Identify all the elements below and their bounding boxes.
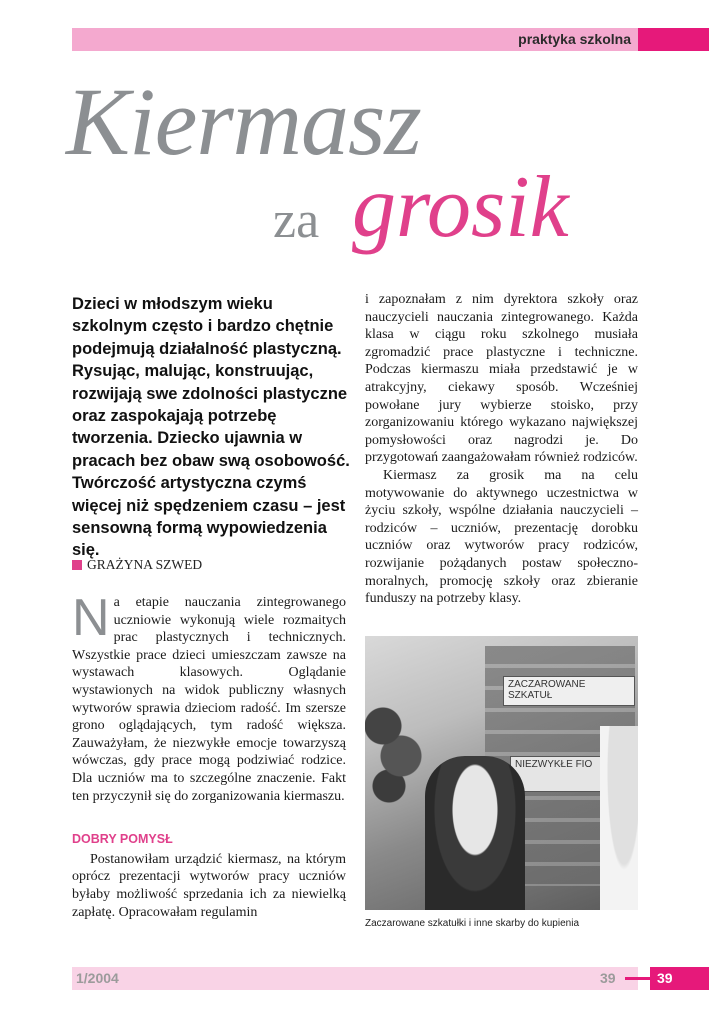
paragraph-2: Postanowiłam urządzić kiermasz, na którym oprócz prezentacji wytworów pracy uczniów byłaby możliwość sprzedania ich za niewielką zapłatę. Opracowałam regulamin [72, 851, 346, 920]
photo-child [425, 756, 525, 910]
photo-sign-1: ZACZAROWANE SZKATUŁ [503, 676, 635, 706]
photo-caption: Zaczarowane szkatułki i inne skarby do kupienia [365, 918, 579, 929]
paragraph-4: Kiermasz za grosik ma na celu motywowanie do aktywnego uczestnictwa w życiu szkoły, wspólne działania nauczycieli – rodziców – uczniów, prezentację dorobku uczniów oraz wytworów pracy rodziców, rozwijanie pożądanych postaw społeczno-moralnych, promocję szkoły oraz zbieranie funduszy na potrzeby klasy. [365, 467, 638, 607]
dropcap: N [72, 589, 110, 647]
section-label: praktyka szkolna [518, 31, 631, 47]
column-left [72, 589, 346, 921]
author-name: GRAŻYNA SZWED [87, 557, 203, 572]
footer-bar-line [625, 977, 650, 980]
photo-sign-2: NIEZWYKŁE FIO [510, 756, 628, 792]
paragraph-1: a etapie nauczania zintegrowanego uczniowie wykonują wiele rozmaitych prac plastycznych i technicznych. Wszystkie prace dzieci umieszczam zawsze na wystawach klasowych. Oglądanie wystawionych na widok publiczny własnych wytworów sprawia dzieciom radość. Im szersze grono oglądających, tym radość większa. Zauważyłam, że niezwykłe emocje towarzyszą wówczas, gdy prace mogą podziwiać rodzice. Dla uczniów ma to szczególne znaczenie. Fakt ten przyczynił się do zorganizowania kiermaszu. [72, 595, 346, 804]
column-right [365, 291, 638, 608]
page-number: 39 [600, 970, 616, 986]
photo-plant [365, 666, 425, 816]
author-line [72, 557, 202, 573]
article-photo [365, 636, 638, 910]
title-za: za [273, 192, 320, 249]
title-main: Kiermasz [66, 68, 421, 175]
header-bar-accent [638, 28, 709, 51]
page-number-tab: 39 [657, 970, 673, 986]
author-marker-icon [72, 560, 82, 570]
paragraph-3: i zapoznałam z nim dyrektora szkoły oraz nauczycieli nauczania zintegrowanego. Każda klasa w ciągu roku szkolnego musiała zgromadzić prace plastyczne i techniczne. Podczas kiermaszu miała przedstawić je w atrakcyjny, ciekawy sposób. Wcześniej powołane jury wybierze stoisko, przy zorganizowaniu którego wykazano największej pomysłowości oraz nagrodzi je. Do przygotowań zaangażowałam również rodziców. [365, 292, 638, 466]
title-accent: grosik [352, 159, 569, 256]
section-heading: DOBRY POMYSŁ [72, 832, 173, 847]
photo-girl [600, 726, 638, 910]
issue-number: 1/2004 [76, 970, 119, 986]
lead-paragraph: Dzieci w młodszym wieku szkolnym często i bardzo chętnie podejmują działalność plastyczną. Rysując, malując, konstruując, rozwijają swe zdolności plastyczne oraz zaspokajają potrzebę tworzenia. Dziecko ujawnia w pracach bez obaw swą osobowość. Twórczość artystyczna czymś więcej niż spędzeniem czasu – jest sensowną formą wypowiedzenia się. [72, 295, 350, 560]
footer-bar [72, 967, 638, 990]
